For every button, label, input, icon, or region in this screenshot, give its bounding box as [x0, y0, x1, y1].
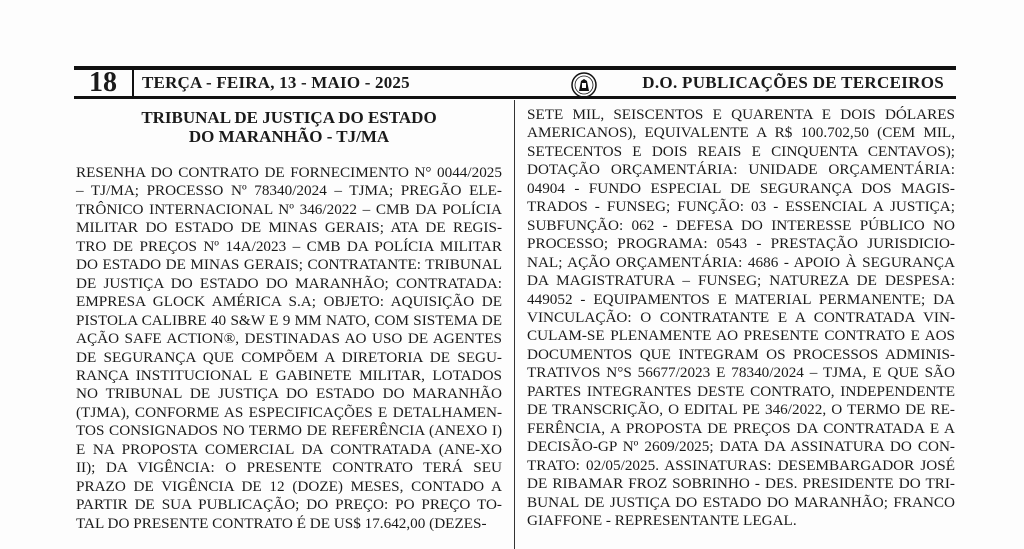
article-body-left: RESENHA DO CONTRATO DE FORNECIMENTO N° 0044/2025 – TJ/MA; PROCESSO Nº 78340/2024 – TJMA; PREGÃO ELE-TRÔNICO INTERNACIONAL Nº 346/2022 – CMB DA POLÍCIA MILITAR DO ESTADO DE MINAS GERAIS; ATA DE REGIS-TRO DE PREÇOS Nº 14A/2023 – CMB DA POLÍCIA MILITAR DO ESTADO DE MINAS GERAIS; CONTRATANTE: TRIBUNAL DE JUSTIÇA DO ESTADO DO MARANHÃO; CONTRATADA: EMPRESA GLOCK AMÉRICA S.A; OBJETO: AQUISIÇÃO DE PISTOLA CALIBRE 40 S&W E 9 MM NATO, COM SISTEMA DE AÇÃO SAFE ACTION®, DESTINADAS AO USO DE AGENTES DE SEGURANÇA QUE COMPÕEM A DIRETORIA DE SEGU-RANÇA INSTITUCIONAL E GABINETE MILITAR, LOTADOS NO TRIBUNAL DE JUSTIÇA DO ESTADO DO MARANHÃO (TJMA), CONFORME AS ESPECIFICAÇÕES E DETALHAMEN-TOS CONSIGNADOS NO TERMO DE REFERÊNCIA (ANEXO I) E NA PROPOSTA COMERCIAL DA CONTRATADA (ANE-XO II); DA VIGÊNCIA: O PRESENTE CONTRATO TERÁ SEU PRAZO DE VIGÊNCIA DE 12 (DOZE) MESES, CONTADO A PARTIR DE SUA PUBLICAÇÃO; DO PREÇO: PO PREÇO TO-TAL DO PRESENTE CONTRATO É DE US$ 17.642,00 (DEZES-: [76, 164, 502, 532]
page-number: 18: [74, 70, 134, 96]
title-line-1: TRIBUNAL DE JUSTIÇA DO ESTADO: [141, 108, 437, 127]
article-title: [76, 108, 502, 146]
title-line-2: DO MARANHÃO - TJ/MA: [188, 127, 390, 146]
section-title: D.O. PUBLICAÇÕES DE TERCEIROS: [642, 73, 944, 92]
column-divider: [514, 100, 515, 549]
right-column: [527, 106, 955, 530]
coat-of-arms-icon: [571, 72, 597, 98]
page-header: [74, 66, 956, 99]
article-body-right: SETE MIL, SEISCENTOS E QUARENTA E DOIS DÓLARES AMERICANOS), EQUIVALENTE A R$ 100.702,50 (CEM MIL, SETECENTOS E DOIS REAIS E CINQUENTA CENTAVOS); DOTAÇÃO ORÇAMENTÁRIA: UNIDADE ORÇAMENTÁRIA: 04904 - FUNDO ESPECIAL DE SEGURANÇA DOS MAGIS-TRADOS - FUNSEG; FUNÇÃO: 03 - ESSENCIAL A JUSTIÇA; SUBFUNÇÃO: 062 - DEFESA DO INTERESSE PÚBLICO NO PROCESSO; PROGRAMA: 0543 - PRESTAÇÃO JURISDICIO-NAL; AÇÃO ORÇAMENTÁRIA: 4686 - APOIO À SEGURANÇA DA MAGISTRATURA – FUNSEG; NATUREZA DE DESPESA: 449052 - EQUIPAMENTOS E MATERIAL PERMANENTE; DA VINCULAÇÃO: O CONTRATANTE E A CONTRATADA VIN-CULAM-SE PLENAMENTE AO PRESENTE CONTRATO E AOS DOCUMENTOS QUE INTEGRAM OS PROCESSOS ADMINIS-TRATIVOS N°S 56677/2023 E 78340/2024 – TJMA, E QUE SÃO PARTES INTEGRANTES DESTE CONTRATO, INDEPENDENTE DE TRANSCRIÇÃO, O EDITAL PE 346/2022, O TERMO DE RE-FERÊNCIA, A PROPOSTA DE PREÇOS DA CONTRATADA E A DECISÃO-GP Nº 2609/2025; DATA DA ASSINATURA DO CON-TRATO: 02/05/2025. ASSINATURAS: DESEMBARGADOR JOSÉ DE RIBAMAR FROZ SOBRINHO - DES. PRESIDENTE DO TRI-BUNAL DE JUSTIÇA DO ESTADO DO MARANHÃO; FRANCO GIAFFONE - REPRESENTANTE LEGAL.: [527, 106, 955, 529]
issue-date: TERÇA - FEIRA, 13 - MAIO - 2025: [142, 73, 410, 92]
left-column: [76, 108, 502, 533]
